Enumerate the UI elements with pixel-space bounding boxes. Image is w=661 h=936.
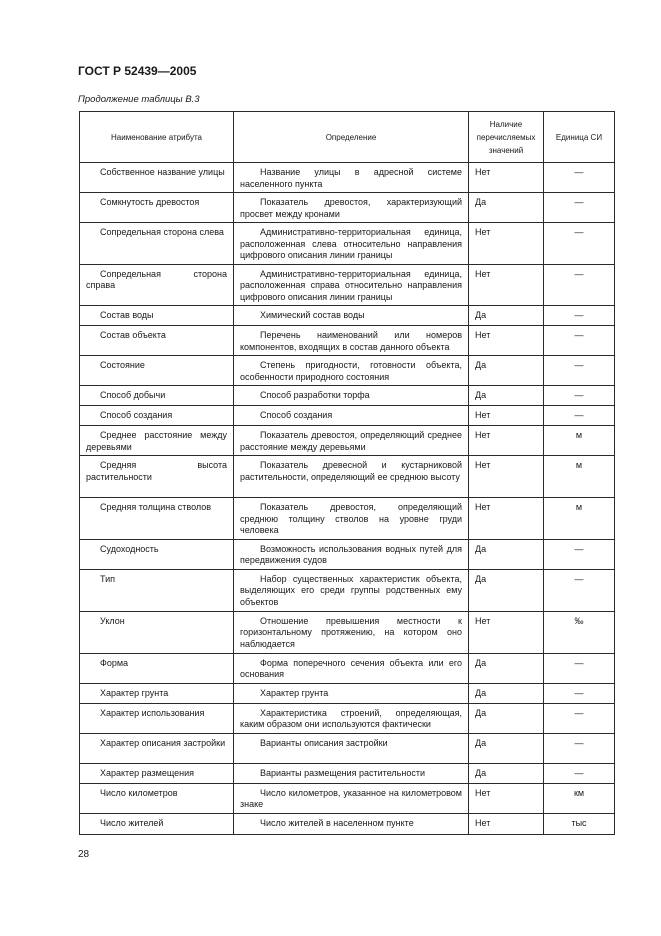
attribute-definition: Форма поперечного сечения объекта или его основания: [234, 653, 469, 683]
attribute-name: Форма: [80, 653, 234, 683]
attribute-definition: Характер грунта: [234, 683, 469, 703]
attribute-definition: Показатель древостоя, определяющий среднюю толщину стволов на уровне груди человека: [234, 498, 469, 540]
attribute-enumerable: Да: [469, 306, 544, 326]
attribute-unit: —: [544, 386, 615, 406]
attribute-name: Среднее расстояние между деревьями: [80, 426, 234, 456]
attribute-enumerable: Да: [469, 653, 544, 683]
attribute-enumerable: Нет: [469, 456, 544, 498]
attribute-definition: Набор существенных характеристик объекта, выделяющих его среди группы родственных ему объектов: [234, 569, 469, 611]
attribute-unit: м: [544, 498, 615, 540]
attribute-definition: Химический состав воды: [234, 306, 469, 326]
table-row: [80, 683, 615, 703]
attribute-enumerable: Нет: [469, 264, 544, 306]
table-header-row: [80, 112, 615, 163]
table-row: [80, 306, 615, 326]
table-row: [80, 498, 615, 540]
attribute-unit: —: [544, 193, 615, 223]
attribute-unit: —: [544, 264, 615, 306]
attribute-unit: —: [544, 406, 615, 426]
column-header-unit: Единица СИ: [544, 112, 615, 163]
attribute-name: Характер размещения: [80, 763, 234, 783]
attribute-unit: —: [544, 356, 615, 386]
table-row: [80, 653, 615, 683]
attribute-definition: Перечень наименований или номеров компонентов, входящих в состав данного объекта: [234, 326, 469, 356]
attribute-unit: —: [544, 326, 615, 356]
attribute-definition: Административно-территориальная единица, расположенная слева относительно направления цифрового описания линии границы: [234, 223, 469, 265]
attribute-enumerable: Нет: [469, 163, 544, 193]
attribute-enumerable: Да: [469, 569, 544, 611]
attribute-enumerable: Да: [469, 193, 544, 223]
attribute-name: Собственное название улицы: [80, 163, 234, 193]
attribute-enumerable: Да: [469, 356, 544, 386]
table-row: [80, 813, 615, 834]
attribute-enumerable: Нет: [469, 783, 544, 813]
table-row: [80, 703, 615, 733]
attribute-unit: км: [544, 783, 615, 813]
document-header: ГОСТ Р 52439—2005: [78, 64, 197, 78]
table-row: [80, 783, 615, 813]
attribute-name: Характер описания застройки: [80, 733, 234, 763]
attribute-name: Характер грунта: [80, 683, 234, 703]
attribute-unit: ‰: [544, 611, 615, 653]
attribute-definition: Отношение превышения местности к горизонтальному протяжению, на котором оно наблюдается: [234, 611, 469, 653]
table-row: [80, 733, 615, 763]
attribute-unit: м: [544, 456, 615, 498]
attribute-definition: Показатель древостоя, определяющий среднее расстояние между деревьями: [234, 426, 469, 456]
attribute-enumerable: Нет: [469, 426, 544, 456]
attribute-enumerable: Да: [469, 763, 544, 783]
attribute-enumerable: Нет: [469, 223, 544, 265]
attribute-definition: Способ создания: [234, 406, 469, 426]
attribute-definition: Число километров, указанное на километровом знаке: [234, 783, 469, 813]
attribute-name: Средняя высота растительности: [80, 456, 234, 498]
attribute-enumerable: Нет: [469, 326, 544, 356]
attribute-unit: —: [544, 569, 615, 611]
attribute-enumerable: Нет: [469, 813, 544, 834]
attribute-unit: м: [544, 426, 615, 456]
attribute-name: Состояние: [80, 356, 234, 386]
page-number: 28: [78, 849, 90, 860]
attribute-definition: Название улицы в адресной системе населенного пункта: [234, 163, 469, 193]
table-row: [80, 611, 615, 653]
column-header-name: Наименование атрибута: [80, 112, 234, 163]
attribute-definition: Степень пригодности, готовности объекта, особенности природного состояния: [234, 356, 469, 386]
table-row: [80, 406, 615, 426]
table-row: [80, 163, 615, 193]
attribute-name: Состав воды: [80, 306, 234, 326]
attribute-unit: —: [544, 763, 615, 783]
attribute-name: Состав объекта: [80, 326, 234, 356]
attribute-definition: Число жителей в населенном пункте: [234, 813, 469, 834]
attribute-unit: —: [544, 683, 615, 703]
attribute-unit: —: [544, 733, 615, 763]
attribute-unit: тыс: [544, 813, 615, 834]
attribute-enumerable: Нет: [469, 406, 544, 426]
attribute-enumerable: Нет: [469, 498, 544, 540]
attribute-enumerable: Нет: [469, 611, 544, 653]
attribute-unit: —: [544, 163, 615, 193]
table-row: [80, 456, 615, 498]
table-continuation-note: Продолжение таблицы В.3: [78, 94, 200, 105]
attribute-name: Судоходность: [80, 539, 234, 569]
attribute-enumerable: Да: [469, 683, 544, 703]
table-row: [80, 223, 615, 265]
attributes-table: [79, 111, 615, 835]
table-row: [80, 763, 615, 783]
attribute-name: Сопредельная сторона справа: [80, 264, 234, 306]
attribute-name: Сопредельная сторона слева: [80, 223, 234, 265]
table-row: [80, 356, 615, 386]
attribute-enumerable: Да: [469, 386, 544, 406]
table-row: [80, 426, 615, 456]
attribute-definition: Возможность использования водных путей для передвижения судов: [234, 539, 469, 569]
column-header-enumerable: Наличие перечисляемых значений: [469, 112, 544, 163]
attribute-unit: —: [544, 703, 615, 733]
attribute-unit: —: [544, 306, 615, 326]
attribute-definition: Способ разработки торфа: [234, 386, 469, 406]
attribute-name: Характер использования: [80, 703, 234, 733]
attribute-name: Способ добычи: [80, 386, 234, 406]
attribute-name: Средняя толщина стволов: [80, 498, 234, 540]
table-row: [80, 569, 615, 611]
attribute-definition: Показатель древостоя, характеризующий просвет между кронами: [234, 193, 469, 223]
table-row: [80, 193, 615, 223]
attribute-definition: Варианты размещения растительности: [234, 763, 469, 783]
table-row: [80, 539, 615, 569]
attribute-name: Число жителей: [80, 813, 234, 834]
attribute-enumerable: Да: [469, 703, 544, 733]
attribute-definition: Показатель древесной и кустарниковой растительности, определяющий ее среднюю высоту: [234, 456, 469, 498]
column-header-definition: Определение: [234, 112, 469, 163]
attribute-unit: —: [544, 223, 615, 265]
attribute-unit: —: [544, 539, 615, 569]
attribute-name: Число километров: [80, 783, 234, 813]
attribute-name: Уклон: [80, 611, 234, 653]
attribute-name: Тип: [80, 569, 234, 611]
attribute-definition: Характеристика строений, определяющая, каким образом они используются фактически: [234, 703, 469, 733]
attribute-name: Сомкнутость древостоя: [80, 193, 234, 223]
attribute-enumerable: Да: [469, 733, 544, 763]
table-row: [80, 386, 615, 406]
attribute-enumerable: Да: [469, 539, 544, 569]
attribute-name: Способ создания: [80, 406, 234, 426]
attribute-definition: Административно-территориальная единица, расположенная справа относительно направления цифрового описания линии границы: [234, 264, 469, 306]
table-row: [80, 264, 615, 306]
attribute-unit: —: [544, 653, 615, 683]
table-row: [80, 326, 615, 356]
attribute-definition: Варианты описания застройки: [234, 733, 469, 763]
